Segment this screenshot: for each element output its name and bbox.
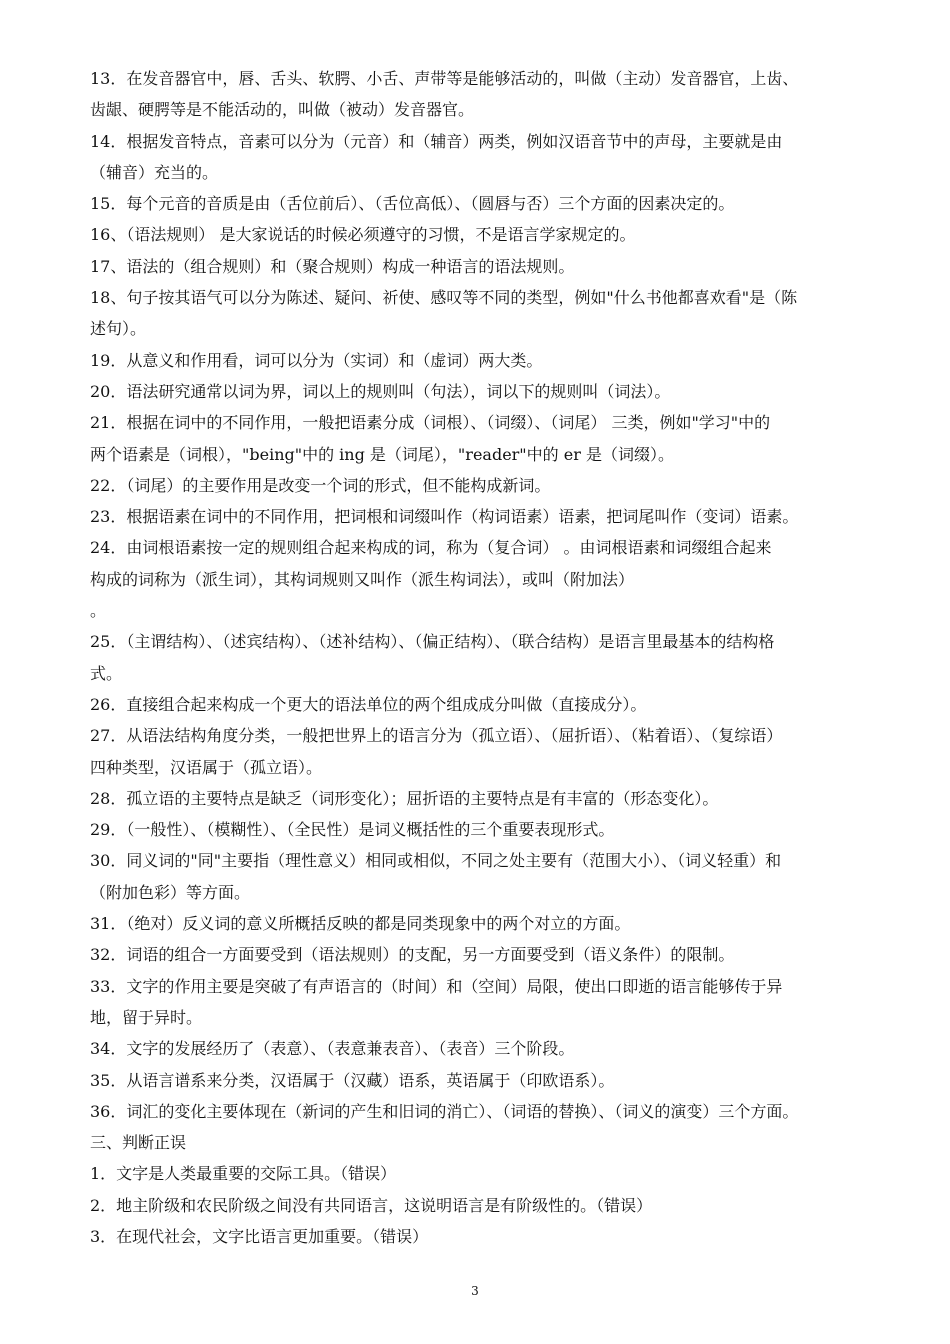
text-line: （辅音）充当的。 (90, 162, 219, 182)
text-line: 1．文字是人类最重要的交际工具。（错误） (90, 1164, 397, 1184)
text-line: 25．（主谓结构）、（述宾结构）、（述补结构）、（偏正结构）、（联合结构）是语言里最基本的结构格 (90, 632, 775, 652)
text-line: 齿龈、硬腭等是不能活动的，叫做（被动）发音器官。 (90, 100, 475, 120)
text-line: 3．在现代社会，文字比语言更加重要。（错误） (90, 1226, 429, 1246)
page-number: 3 (471, 1284, 479, 1298)
text-line: （附加色彩）等方面。 (90, 882, 251, 902)
text-line: 17、语法的（组合规则）和（聚合规则）构成一种语言的语法规则。 (90, 256, 575, 276)
text-line: 29．（一般性）、（模糊性）、（全民性）是词义概括性的三个重要表现形式。 (90, 820, 615, 840)
text-line: 19．从意义和作用看，词可以分为（实词）和（虚词）两大类。 (90, 350, 543, 370)
text-line: 14．根据发音特点，音素可以分为（元音）和（辅音）两类，例如汉语音节中的声母，主要就是由 (90, 131, 783, 151)
text-line: 两个语素是（词根），"being"中的 ing 是（词尾），"reader"中的 er 是（词缀）。 (90, 444, 674, 464)
text-line: 13．在发音器官中，唇、舌头、软腭、小舌、声带等是能够活动的，叫做（主动）发音器官，上齿、 (90, 69, 799, 88)
text-line: 四种类型，汉语属于（孤立语）。 (90, 757, 323, 777)
text-line: 24．由词根语素按一定的规则组合起来构成的词，称为（复合词） 。由词根语素和词缀组合起来 (90, 538, 772, 558)
text-line: 构成的词称为（派生词），其构词规则又叫作（派生构词法），或叫（附加法） (90, 569, 635, 589)
text-line: 36．词汇的变化主要体现在（新词的产生和旧词的消亡）、（词语的替换）、（词义的演变）三个方面。 (90, 1101, 799, 1121)
text-line: 30．同义词的"同"主要指（理性意义）相同或相似，不同之处主要有（范围大小）、（词义轻重）和 (90, 851, 782, 871)
text-line: 23．根据语素在词中的不同作用，把词根和词缀叫作（构词语素）语素，把词尾叫作（变词）语素。 (90, 507, 799, 527)
text-line: 21．根据在词中的不同作用，一般把语素分成（词根）、（词缀）、（词尾） 三类，例如"学习"中的 (90, 413, 771, 433)
text-line: 15．每个元音的音质是由（舌位前后）、（舌位高低）、（圆唇与否）三个方面的因素决定的。 (90, 194, 735, 214)
text-line: 27．从语法结构角度分类，一般把世界上的语言分为（孤立语）、（屈折语）、（粘着语）、（复综语） (90, 726, 783, 746)
text-line: 33．文字的作用主要是突破了有声语言的（时间）和（空间）局限，使出口即逝的语言能够传于异 (90, 976, 783, 996)
text-line: 16、（语法规则） 是大家说话的时候必须遵守的习惯，不是语言学家规定的。 (90, 225, 636, 245)
text-line: 20．语法研究通常以词为界，词以上的规则叫（句法），词以下的规则叫（词法）。 (90, 381, 671, 401)
text-line: 地，留于异时。 (90, 1007, 203, 1027)
document-body (90, 63, 908, 1252)
text-line: 32．词语的组合一方面要受到（语法规则）的支配，另一方面要受到（语义条件）的限制。 (90, 945, 735, 965)
text-line: 2．地主阶级和农民阶级之间没有共同语言，这说明语言是有阶级性的。（错误） (90, 1195, 653, 1215)
text-line: 35．从语言谱系来分类，汉语属于（汉藏）语系，英语属于（印欧语系）。 (90, 1070, 615, 1090)
text-line: 18、句子按其语气可以分为陈述、疑问、祈使、感叹等不同的类型，例如"什么书他都喜欢看"是（陈 (90, 288, 798, 308)
section-heading: 三、判断正误 (90, 1133, 187, 1153)
text-line: 22．（词尾）的主要作用是改变一个词的形式，但不能构成新词。 (90, 475, 551, 495)
text-line: 34．文字的发展经历了（表意）、（表意兼表音）、（表音）三个阶段。 (90, 1039, 575, 1059)
text-line: 式。 (90, 663, 123, 683)
text-line: 。 (90, 601, 107, 621)
text-line: 26．直接组合起来构成一个更大的语法单位的两个组成成分叫做（直接成分）。 (90, 694, 647, 714)
text-line: 述句）。 (90, 319, 147, 339)
text-line: 28．孤立语的主要特点是缺乏（词形变化）；屈折语的主要特点是有丰富的（形态变化）。 (90, 788, 719, 808)
text-line: 31．（绝对）反义词的意义所概括反映的都是同类现象中的两个对立的方面。 (90, 914, 631, 934)
